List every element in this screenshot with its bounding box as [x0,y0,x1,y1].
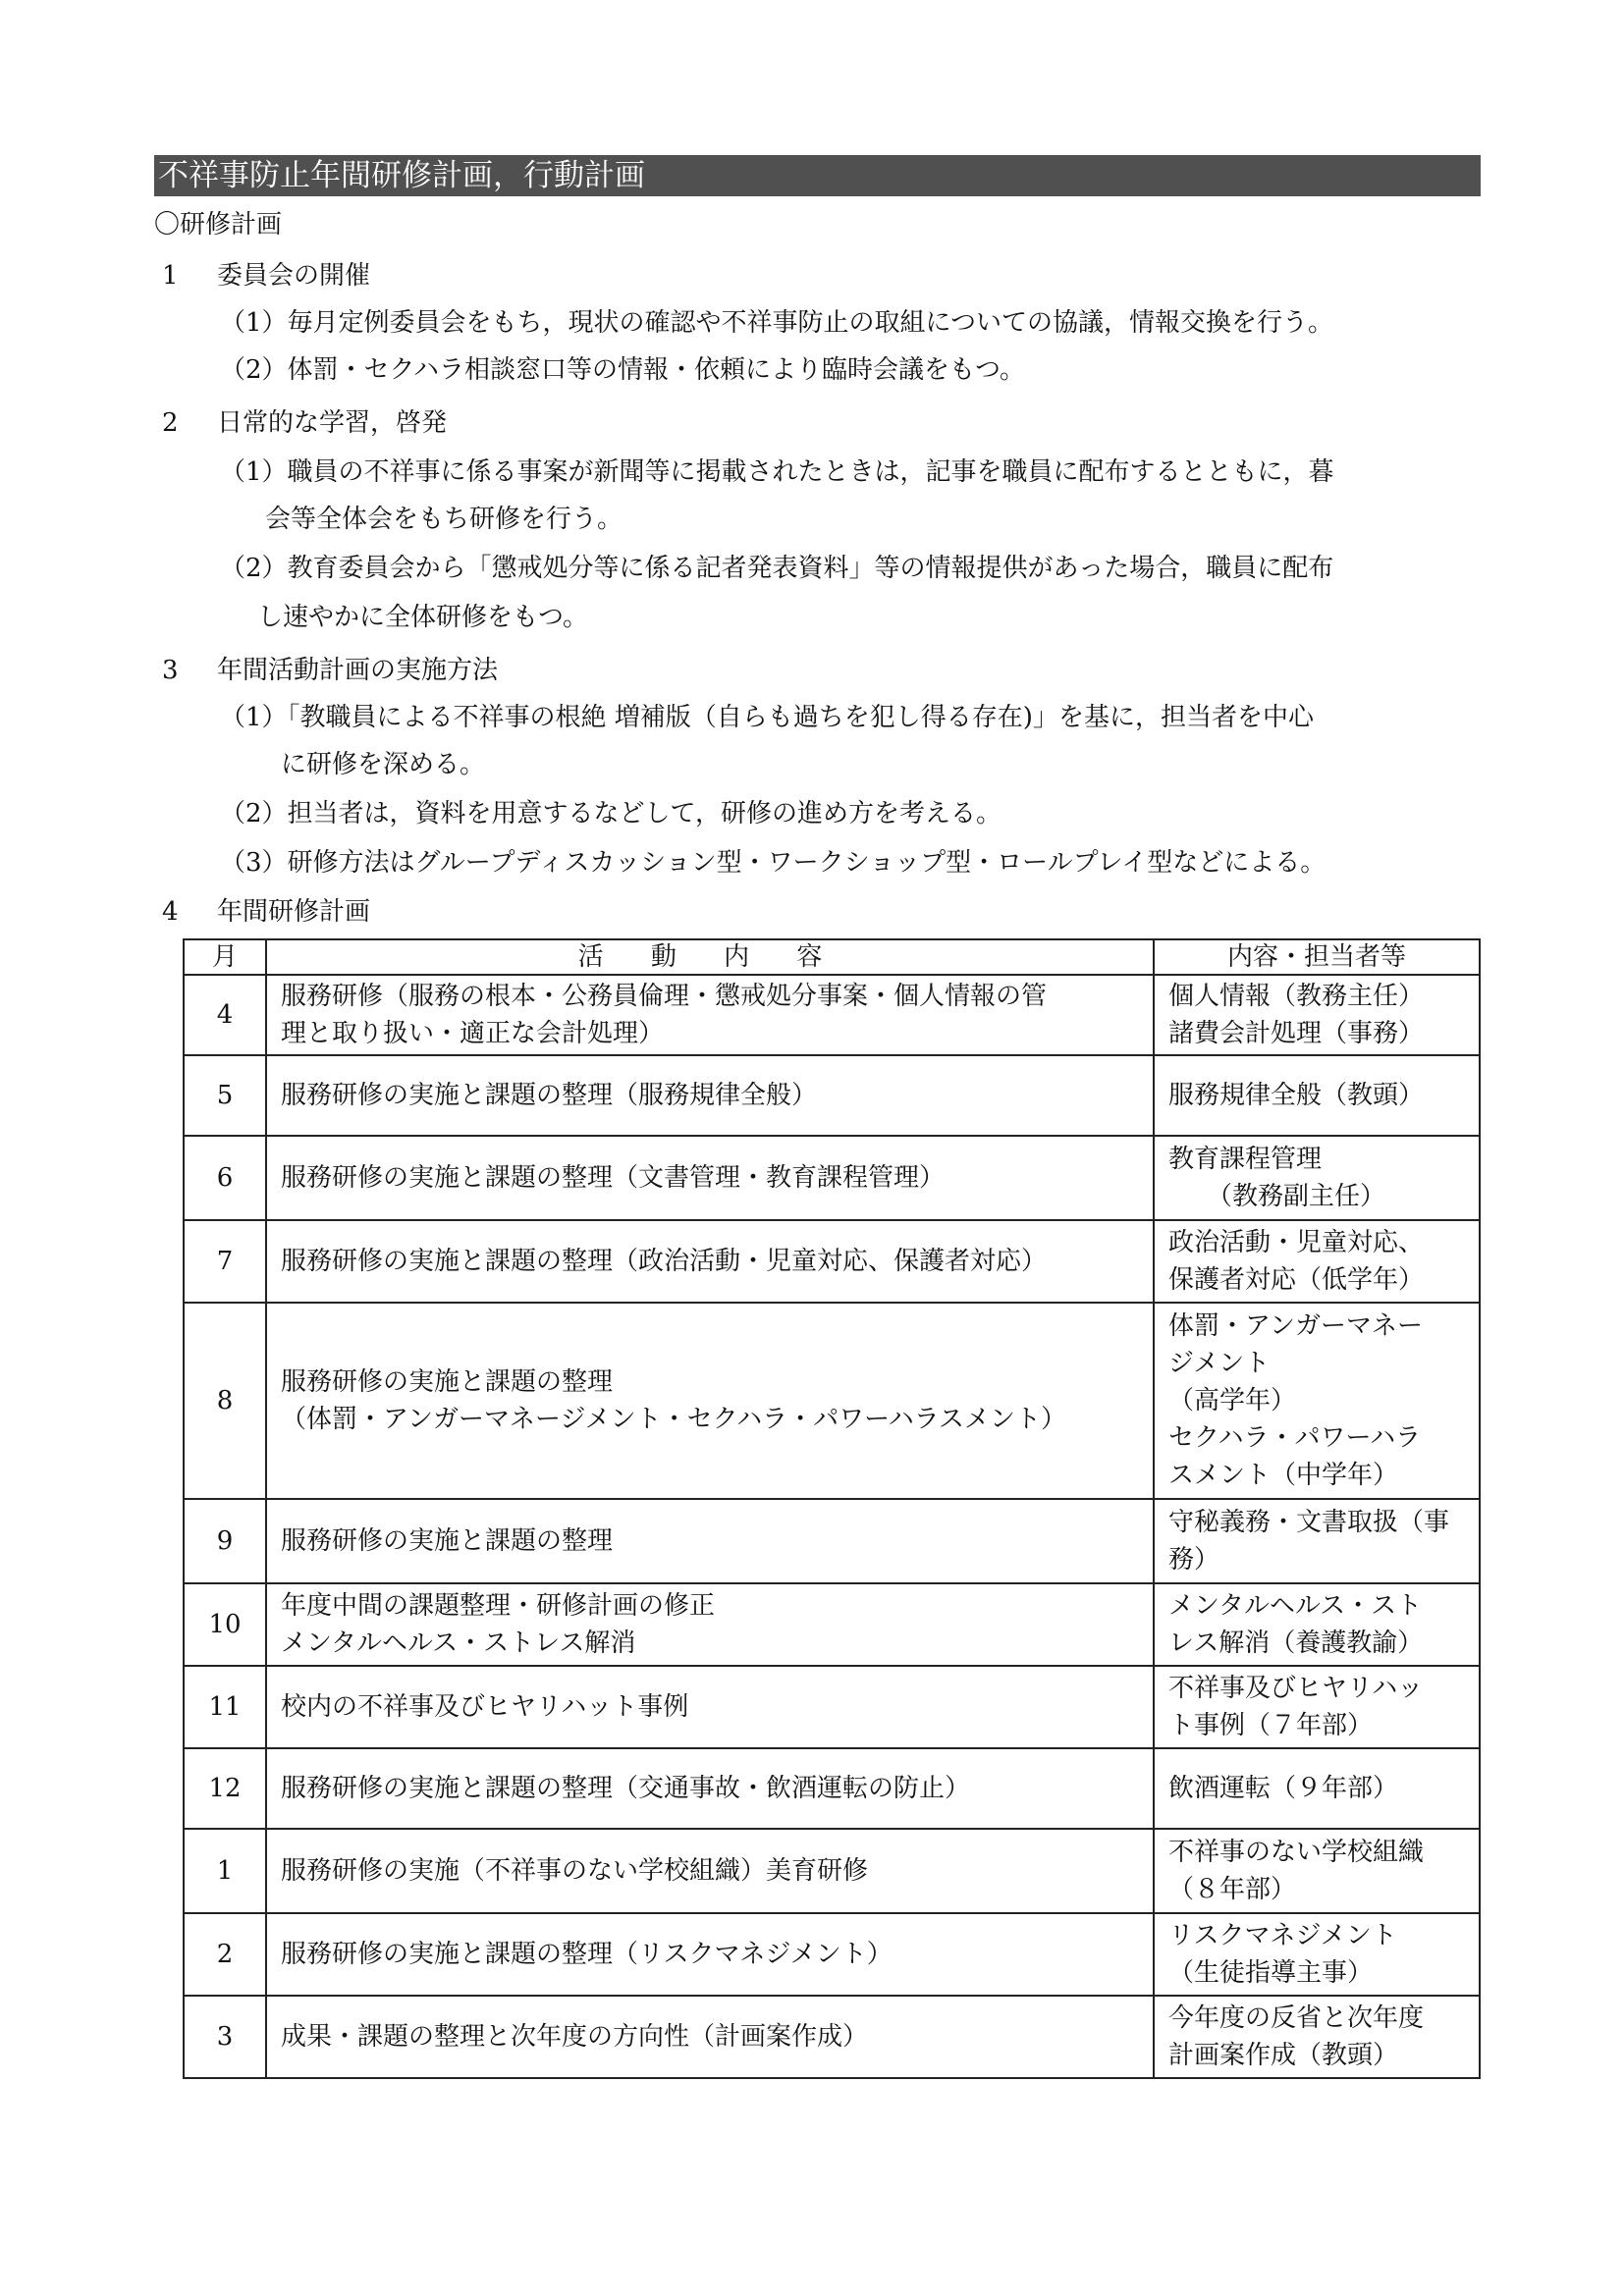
month-cell: 6 [184,1136,266,1220]
activity-cell: 服務研修の実施と課題の整理（交通事故・飲酒運転の防止） [266,1748,1154,1829]
section-number: 3 [162,656,179,685]
section-heading [162,895,370,929]
activity-cell: 服務研修の実施と課題の整理（政治活動・児童対応、保護者対応） [266,1220,1154,1303]
section-heading-text: 年間活動計画の実施方法 [217,656,499,685]
item-label: （1） [220,457,288,487]
person-cell: 飲酒運転（９年部） [1154,1748,1480,1829]
person-cell: 服務規律全般（教頭） [1154,1055,1480,1136]
person-cell: 守秘義務・文書取扱（事 務） [1154,1499,1480,1583]
item-text: 職員の不祥事に係る事案が新聞等に掲載されたときは，記事を職員に配布するとともに，暮 [287,457,1334,487]
month-cell: 2 [184,1913,266,1996]
list-item [220,846,1326,880]
item-text: 教育委員会から「懲戒処分等に係る記者発表資料」等の情報提供があった場合，職員に配布 [287,554,1334,583]
item-label: （2） [220,799,288,828]
list-item [220,455,1334,489]
page-title: 不祥事防止年間研修計画，行動計画 [154,155,1481,196]
column-header-person: 内容・担当者等 [1154,939,1480,975]
month-cell: 11 [184,1666,266,1748]
activity-cell: 成果・課題の整理と次年度の方向性（計画案作成） [266,1996,1154,2078]
section-number: 2 [162,408,179,438]
table-row [184,1996,1480,2078]
section-heading [162,406,447,440]
subtitle: 〇研修計画 [154,210,283,240]
table-row [184,1499,1480,1583]
activity-cell: 年度中間の課題整理・研修計画の修正 メンタルヘルス・ストレス解消 [266,1583,1154,1666]
section-heading-text: 年間研修計画 [217,897,371,927]
section-number: 4 [162,897,179,927]
item-continuation: 会等全体会をもち研修を行う。 [265,505,623,534]
section-heading [162,654,498,687]
item-text: 毎月定例委員会をもち，現状の確認や不祥事防止の取組についての協議，情報交換を行う。 [287,308,1334,338]
table-row [184,1666,1480,1748]
activity-cell: 服務研修の実施と課題の整理 [266,1499,1154,1583]
table-row [184,1583,1480,1666]
list-item [220,353,1025,387]
activity-cell: 服務研修の実施と課題の整理（リスクマネジメント） [266,1913,1154,1996]
month-cell: 7 [184,1220,266,1303]
item-label: （3） [220,848,288,878]
person-cell: 不祥事のない学校組織 （８年部） [1154,1829,1480,1913]
activity-cell: 服務研修（服務の根本・公務員倫理・懲戒処分事案・個人情報の管 理と取り扱い・適正な会計処理） [266,975,1154,1055]
table-row [184,1220,1480,1303]
person-cell: 個人情報（教務主任） 諸費会計処理（事務） [1154,975,1480,1055]
month-cell: 3 [184,1996,266,2078]
table-row [184,1055,1480,1136]
activity-cell: 服務研修の実施と課題の整理（文書管理・教育課程管理） [266,1136,1154,1220]
table-row [184,1829,1480,1913]
month-cell: 12 [184,1748,266,1829]
item-text: 担当者は，資料を用意するなどして，研修の進め方を考える。 [287,799,1002,828]
person-cell: 政治活動・児童対応、 保護者対応（低学年） [1154,1220,1480,1303]
item-continuation: に研修を深める。 [281,750,486,779]
column-header-activity: 活 動 内 容 [266,939,1154,975]
item-label: （2） [220,355,288,385]
section-heading-text: 日常的な学習，啓発 [217,408,448,438]
person-cell: メンタルヘルス・スト レス解消（養護教諭） [1154,1583,1480,1666]
month-cell: 9 [184,1499,266,1583]
person-cell: リスクマネジメント （生徒指導主事） [1154,1913,1480,1996]
item-text: 「教職員による不祥事の根絶 増補版（自らも過ちを犯し得る存在)」を基に，担当者を中心 [287,703,1314,732]
item-continuation: し速やかに全体研修をもつ。 [257,603,588,632]
month-cell: 10 [184,1583,266,1666]
activity-cell: 校内の不祥事及びヒヤリハット事例 [266,1666,1154,1748]
item-label: （1） [220,703,288,732]
table-row [184,975,1480,1055]
section-number: 1 [162,261,179,291]
list-item [220,797,1001,830]
section-heading [162,259,370,293]
person-cell: 今年度の反省と次年度 計画案作成（教頭） [1154,1996,1480,2078]
table-row [184,1136,1480,1220]
activity-cell: 服務研修の実施（不祥事のない学校組織）美育研修 [266,1829,1154,1913]
person-cell: 体罰・アンガーマネー ジメント （高学年） セクハラ・パワーハラ スメント（中学年） [1154,1303,1480,1499]
month-cell: 1 [184,1829,266,1913]
person-cell: 教育課程管理 （教務副主任） [1154,1136,1480,1220]
table-row [184,1303,1480,1499]
activity-cell: 服務研修の実施と課題の整理（服務規律全般） [266,1055,1154,1136]
column-header-month: 月 [184,939,266,975]
list-item [220,306,1333,340]
activity-cell: 服務研修の実施と課題の整理 （体罰・アンガーマネージメント・セクハラ・パワーハラスメント） [266,1303,1154,1499]
item-label: （1） [220,308,288,338]
training-plan-table [183,938,1481,2079]
month-cell: 5 [184,1055,266,1136]
section-heading-text: 委員会の開催 [217,261,371,291]
person-cell: 不祥事及びヒヤリハッ ト事例（７年部） [1154,1666,1480,1748]
table-header-row [184,939,1480,975]
month-cell: 8 [184,1303,266,1499]
list-item [220,701,1314,734]
table-row [184,1913,1480,1996]
item-text: 体罰・セクハラ相談窓口等の情報・依頼により臨時会議をもつ。 [287,355,1025,385]
month-cell: 4 [184,975,266,1055]
item-label: （2） [220,554,288,583]
list-item [220,552,1333,585]
table-row [184,1748,1480,1829]
item-text: 研修方法はグループディスカッション型・ワークショップ型・ロールプレイ型などによる。 [287,848,1326,878]
